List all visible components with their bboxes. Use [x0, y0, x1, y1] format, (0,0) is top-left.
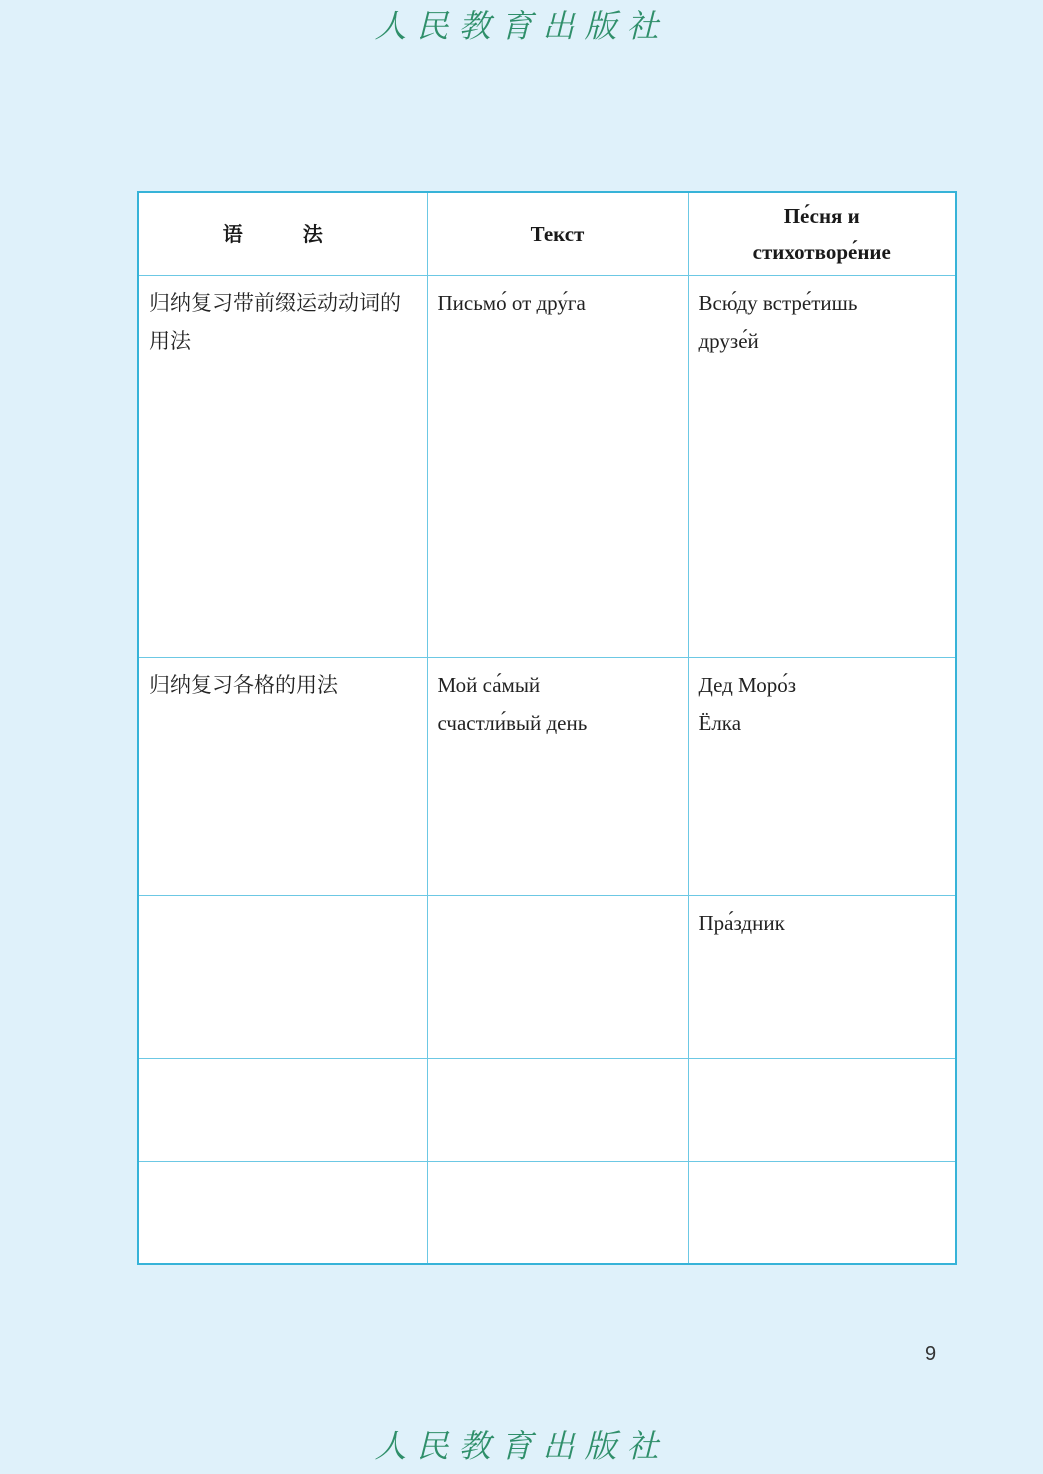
table-row	[138, 1161, 956, 1264]
table-row	[138, 275, 956, 657]
publisher-logo: 人民教育出版社	[374, 7, 669, 45]
table-cell	[138, 1161, 427, 1264]
table-cell	[138, 275, 427, 657]
table-cell	[688, 1058, 956, 1161]
table-row	[138, 657, 956, 895]
publisher-logo: 人民教育出版社	[374, 1427, 669, 1465]
table-cell	[427, 1058, 688, 1161]
song-title: Пра́здник	[698, 910, 785, 935]
reading-text: Мой са́мый счастли́вый день	[437, 672, 588, 735]
table-cell	[138, 1058, 427, 1161]
table-cell	[427, 657, 688, 895]
table-cell	[427, 1161, 688, 1264]
table-cell	[688, 275, 956, 657]
song-title: Всю́ду встре́тишь друзе́й	[698, 290, 858, 353]
grammar-topic: 归纳复习带前缀运动动词的用法	[149, 290, 401, 353]
page-number: 9	[925, 1343, 937, 1365]
table-row	[138, 1058, 956, 1161]
table-cell	[688, 895, 956, 1058]
reading-text	[428, 896, 688, 904]
reading-text: Письмо́ от дру́га	[437, 290, 586, 315]
table-header-row	[138, 192, 956, 275]
table-cell	[688, 657, 956, 895]
table-cell	[427, 895, 688, 1058]
table-row	[138, 895, 956, 1058]
table-cell	[688, 1161, 956, 1264]
header-grammar: 语 法	[138, 192, 427, 275]
song-title: Дед Моро́з Ёлка	[698, 672, 797, 735]
header-song-poem: Пе́сня и стихотворе́ние	[688, 192, 956, 275]
grammar-topic	[139, 896, 427, 904]
table-cell	[138, 895, 427, 1058]
table-cell	[138, 657, 427, 895]
syllabus-table	[137, 191, 957, 1265]
table-cell	[427, 275, 688, 657]
header-text: Текст	[427, 192, 688, 275]
grammar-topic: 归纳复习各格的用法	[149, 672, 338, 697]
